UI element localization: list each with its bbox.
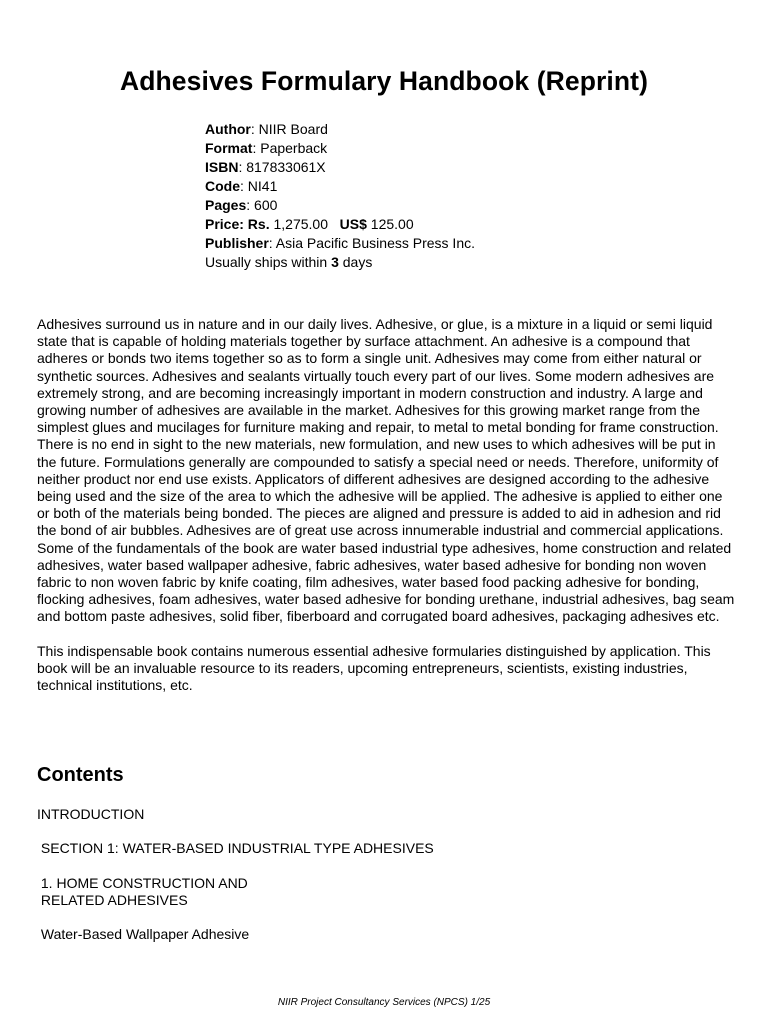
format-label: Format xyxy=(205,140,253,156)
pages-row xyxy=(205,196,475,215)
isbn-row xyxy=(205,158,475,177)
author-label: Author xyxy=(205,121,251,137)
toc-entry: RELATED ADHESIVES xyxy=(37,892,188,909)
isbn-value: : 817833061X xyxy=(238,159,326,175)
pages-label: Pages xyxy=(205,197,247,213)
description-paragraph-2: Some of the fundamentals of the book are water based industrial type adhesives, home construction and related adhesives, water based wallpaper adhesive, fabric adhesives, water based adhesive for bonding non woven fabric to non woven fabric by knife coating, film adhesives, water based food packing adhesive for bonding, flocking adhesives, foam adhesives, water based adhesive for bonding urethane, industrial adhesives, bag seam and bottom paste adhesives, solid fiber, fiberboard and corrugated board adhesives, packaging adhesives etc. xyxy=(37,539,735,625)
price-usd-label: US$ xyxy=(339,216,367,232)
description-paragraph-1: Adhesives surround us in nature and in our daily lives. Adhesive, or glue, is a mixture in a liquid or semi liquid state that is capable of holding materials together by surface attachment. An adhesive is a compound that adheres or bonds two items together so as to form a single unit. Adhesives may come from either natural or synthetic sources. Adhesives and sealants virtually touch every part of our lives. Some modern adhesives are extremely strong, and are becoming increasingly important in modern construction and industry. A large and growing number of adhesives are available in the market. Adhesives for this growing market range from the simplest glues and mucilages for furniture making and repair, to metal to metal bonding for frame construction. There is no end in sight to the new materials, new formulation, and new uses to which adhesives will be put in the future. Formulations generally are compounded to satisfy a special need or needs. Therefore, uniformity of neither product nor end use exists. Applicators of different adhesives are designed according to the adhesive being used and the size of the area to which the adhesive will be applied. The adhesive is applied to either one or both of the materials being bonded. The pieces are aligned and pressure is added to aid in adhesion and rid the bond of air bubbles. Adhesives are of great use across innumerable industrial and commercial applications. xyxy=(37,316,724,539)
price-rs-label: Price: Rs. xyxy=(205,216,270,232)
shipping-row xyxy=(205,253,475,272)
toc-entry: SECTION 1: WATER-BASED INDUSTRIAL TYPE ADHESIVES xyxy=(37,840,434,857)
publisher-label: Publisher xyxy=(205,235,269,251)
description-paragraph-3: This indispensable book contains numerous essential adhesive formularies distinguished by application. This book will be an invaluable resource to its readers, upcoming entrepreneurs, scientists, existing industries, technical institutions, etc. xyxy=(37,642,711,694)
toc-entry: Water-Based Wallpaper Adhesive xyxy=(37,926,250,943)
toc-spacer xyxy=(37,909,434,926)
format-row xyxy=(205,139,475,158)
code-value: : NI41 xyxy=(240,178,278,194)
code-row xyxy=(205,177,475,196)
format-value: : Paperback xyxy=(252,140,328,156)
code-label: Code xyxy=(205,178,240,194)
shipping-days: 3 xyxy=(331,254,339,270)
page-footer: NIIR Project Consultancy Services (NPCS) 1/25 xyxy=(277,997,491,1008)
publisher-value: : Asia Pacific Business Press Inc. xyxy=(268,235,475,251)
shipping-suffix: days xyxy=(338,254,373,270)
contents-heading: Contents xyxy=(37,764,124,786)
price-row xyxy=(205,215,475,234)
page-title: Adhesives Formulary Handbook (Reprint) xyxy=(120,66,648,96)
book-details xyxy=(205,120,475,272)
isbn-label: ISBN xyxy=(205,159,239,175)
price-usd-value: 125.00 xyxy=(366,216,414,232)
table-of-contents xyxy=(37,806,434,944)
toc-spacer xyxy=(37,823,434,840)
author-row xyxy=(205,120,475,139)
description-body xyxy=(37,316,737,694)
author-value: : NIIR Board xyxy=(250,121,328,137)
shipping-prefix: Usually ships within xyxy=(205,254,332,270)
pages-value: : 600 xyxy=(246,197,278,213)
toc-spacer xyxy=(37,858,434,875)
price-rs-value: 1,275.00 xyxy=(269,216,328,232)
toc-entry: INTRODUCTION xyxy=(37,806,145,822)
toc-entry: 1. HOME CONSTRUCTION AND xyxy=(37,874,248,891)
publisher-row xyxy=(205,234,475,253)
